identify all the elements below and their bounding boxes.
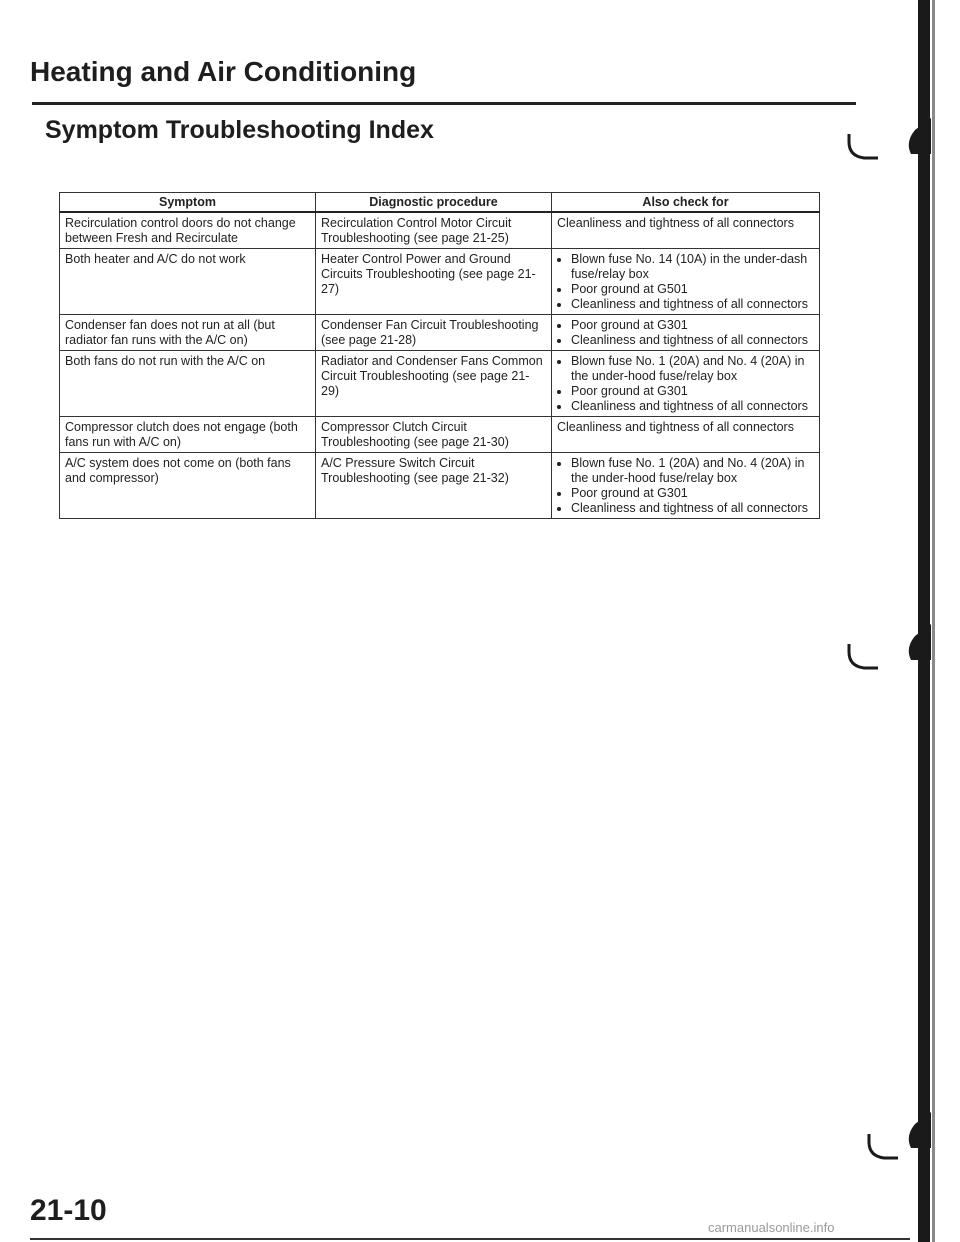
binding-edge-bar xyxy=(918,0,930,1242)
symptom-cell: Both fans do not run with the A/C on xyxy=(60,351,316,417)
corner-bracket-mark xyxy=(846,132,880,162)
symptom-cell: Compressor clutch does not engage (both fans run with A/C on) xyxy=(60,417,316,453)
check-list-item: • Blown fuse No. 1 (20A) and No. 4 (20A) in the under-hood fuse/relay box xyxy=(571,354,814,384)
check-list-item: • Cleanliness and tightness of all connectors xyxy=(571,297,814,312)
also-check-cell: Cleanliness and tightness of all connectors xyxy=(552,417,820,453)
table-header-row xyxy=(60,193,820,213)
corner-bracket-mark xyxy=(846,642,880,672)
check-list-item: • Poor ground at G301 xyxy=(571,486,814,501)
footer-rule xyxy=(30,1238,910,1240)
check-list xyxy=(557,318,814,348)
check-list-item: • Cleanliness and tightness of all connectors xyxy=(571,333,814,348)
procedure-cell: Compressor Clutch Circuit Troubleshooting (see page 21-30) xyxy=(316,417,552,453)
also-check-cell xyxy=(552,249,820,315)
troubleshooting-table xyxy=(59,192,820,519)
table-body xyxy=(60,212,820,519)
column-header-also-check: Also check for xyxy=(552,193,820,213)
check-list-item: • Blown fuse No. 14 (10A) in the under-dash fuse/relay box xyxy=(571,252,814,282)
procedure-cell: Condenser Fan Circuit Troubleshooting (see page 21-28) xyxy=(316,315,552,351)
binding-edge-shadow xyxy=(932,0,935,1242)
symptom-cell: A/C system does not come on (both fans and compressor) xyxy=(60,453,316,519)
symptom-cell: Recirculation control doors do not change between Fresh and Recirculate xyxy=(60,212,316,249)
also-check-cell: Cleanliness and tightness of all connectors xyxy=(552,212,820,249)
procedure-cell: Heater Control Power and Ground Circuits Troubleshooting (see page 21-27) xyxy=(316,249,552,315)
also-check-cell xyxy=(552,351,820,417)
also-check-cell xyxy=(552,315,820,351)
check-list-item: • Poor ground at G501 xyxy=(571,282,814,297)
procedure-cell: Recirculation Control Motor Circuit Troubleshooting (see page 21-25) xyxy=(316,212,552,249)
table-row xyxy=(60,315,820,351)
table-row xyxy=(60,351,820,417)
also-check-cell xyxy=(552,453,820,519)
corner-bracket-mark xyxy=(866,1132,900,1162)
check-list-item: • Cleanliness and tightness of all connectors xyxy=(571,399,814,414)
table-row xyxy=(60,417,820,453)
column-header-procedure: Diagnostic procedure xyxy=(316,193,552,213)
check-list-item: • Blown fuse No. 1 (20A) and No. 4 (20A) in the under-hood fuse/relay box xyxy=(571,456,814,486)
check-list-item: • Cleanliness and tightness of all connectors xyxy=(571,501,814,516)
page-title: Heating and Air Conditioning xyxy=(30,56,417,87)
symptom-cell: Condenser fan does not run at all (but radiator fan runs with the A/C on) xyxy=(60,315,316,351)
title-rule xyxy=(32,102,856,105)
section-title: Symptom Troubleshooting Index xyxy=(45,116,434,144)
column-header-symptom: Symptom xyxy=(60,193,316,213)
check-list xyxy=(557,456,814,516)
procedure-cell: Radiator and Condenser Fans Common Circuit Troubleshooting (see page 21-29) xyxy=(316,351,552,417)
table-row xyxy=(60,249,820,315)
page-number: 21-10 xyxy=(30,1194,107,1227)
check-list xyxy=(557,252,814,312)
check-list-item: • Poor ground at G301 xyxy=(571,384,814,399)
table-row xyxy=(60,453,820,519)
check-list-item: • Poor ground at G301 xyxy=(571,318,814,333)
table-row xyxy=(60,212,820,249)
watermark-text: carmanualsonline.info xyxy=(708,1220,835,1235)
symptom-cell: Both heater and A/C do not work xyxy=(60,249,316,315)
check-list xyxy=(557,354,814,414)
procedure-cell: A/C Pressure Switch Circuit Troubleshooting (see page 21-32) xyxy=(316,453,552,519)
